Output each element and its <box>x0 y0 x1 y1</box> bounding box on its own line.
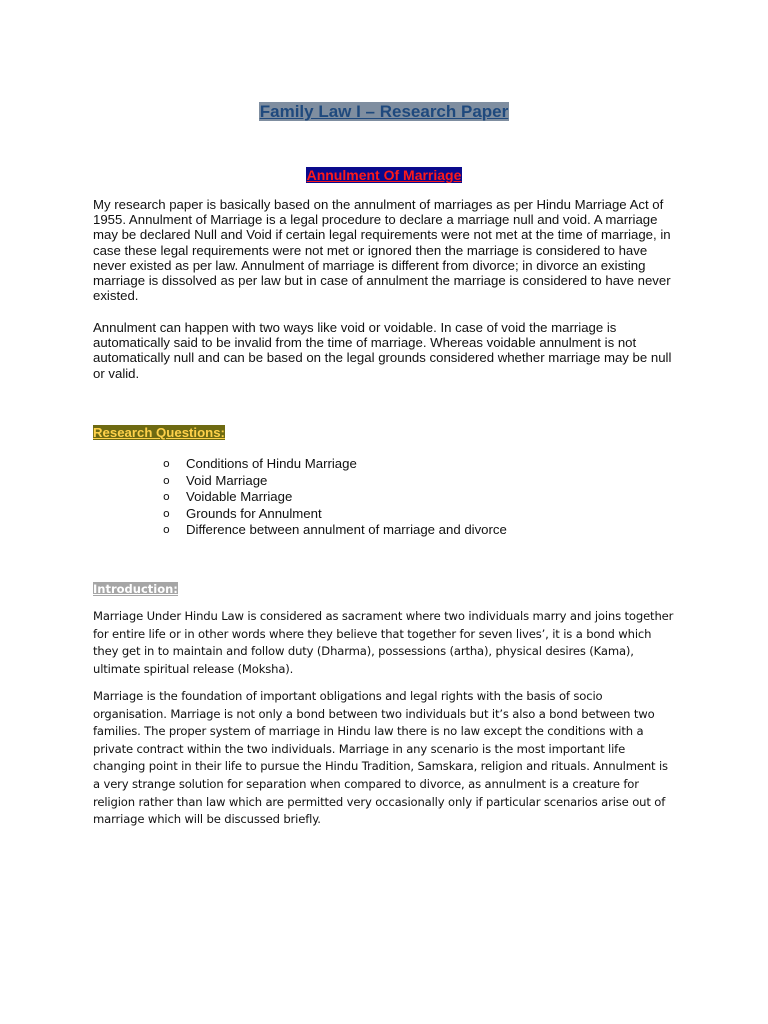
paragraph-introduction-1: Marriage Under Hindu Law is considered as sacrament where two individuals marry and joins together for entire life or in other words where they believe that together for seven lives’, it is a bond which they get in to maintain and follow duty (Dharma), possessions (artha), physical desires (Kama), ultimate spiritual release (Moksha). <box>93 609 674 676</box>
list-item <box>160 489 680 506</box>
document-title <box>0 101 768 122</box>
document-title-text: Family Law I – Research Paper <box>259 102 509 121</box>
paragraph-intro-1: My research paper is basically based on the annulment of marriages as per Hindu Marriage Act of 1955. Annulment of Marriage is a legal procedure to declare a marriage null and void. A marriage may be declared Null and Void if certain legal requirements were not met at the time of marriage, in case these legal requirements were not met or ignored then the marriage is considered to have never existed as per law. Annulment of marriage is different from divorce; in divorce an existing marriage is dissolved as per law but in case of annulment the marriage is considered to have never existed. <box>93 197 671 304</box>
research-questions-heading-text: Research Questions: <box>93 425 225 440</box>
list-item <box>160 473 680 490</box>
bullet-icon: o <box>163 506 170 520</box>
bullet-icon: o <box>163 523 170 537</box>
list-item <box>160 522 680 539</box>
list-item-text: Grounds for Annulment <box>186 505 322 521</box>
section-title-annulment <box>0 166 768 184</box>
list-item <box>160 456 680 473</box>
list-item-text: Difference between annulment of marriage and divorce <box>186 522 507 538</box>
list-item-text: Voidable Marriage <box>186 489 293 505</box>
bullet-icon: o <box>163 457 170 470</box>
paragraph-introduction-2: Marriage is the foundation of important obligations and legal rights with the basis of socio organisation. Marriage is not only a bond between two individuals but it’s also a bond between two families. The proper system of marriage in Hindu law there is no law except the conditions with a private contract within the two individuals. Marriage in any scenario is the most important life changing point in their life to pursue the Hindu Tradition, Samskara, religion and rituals. Annulment is a very strange solution for separation when compared to divorce, as annulment is a creature for religion rather than law which are permitted very occasionally only if particular scenarios arise out of marriage which will be discussed briefly. <box>93 689 668 827</box>
bullet-icon: o <box>163 490 170 504</box>
bullet-icon: o <box>163 473 170 487</box>
list-item-text: Conditions of Hindu Marriage <box>186 456 357 471</box>
list-item <box>160 506 680 523</box>
research-questions-list <box>160 456 680 539</box>
section-title-text: Annulment Of Marriage <box>306 167 462 183</box>
paragraph-intro-2: Annulment can happen with two ways like void or voidable. In case of void the marriage is automatically said to be invalid from the time of marriage. Whereas voidable annulment is not automatically null and can be based on the legal grounds considered whether marriage may be null or valid. <box>93 320 672 381</box>
introduction-heading <box>93 581 178 597</box>
list-item-text: Void Marriage <box>186 472 268 488</box>
research-questions-heading <box>93 425 225 441</box>
introduction-heading-text: Introduction: <box>93 582 178 596</box>
